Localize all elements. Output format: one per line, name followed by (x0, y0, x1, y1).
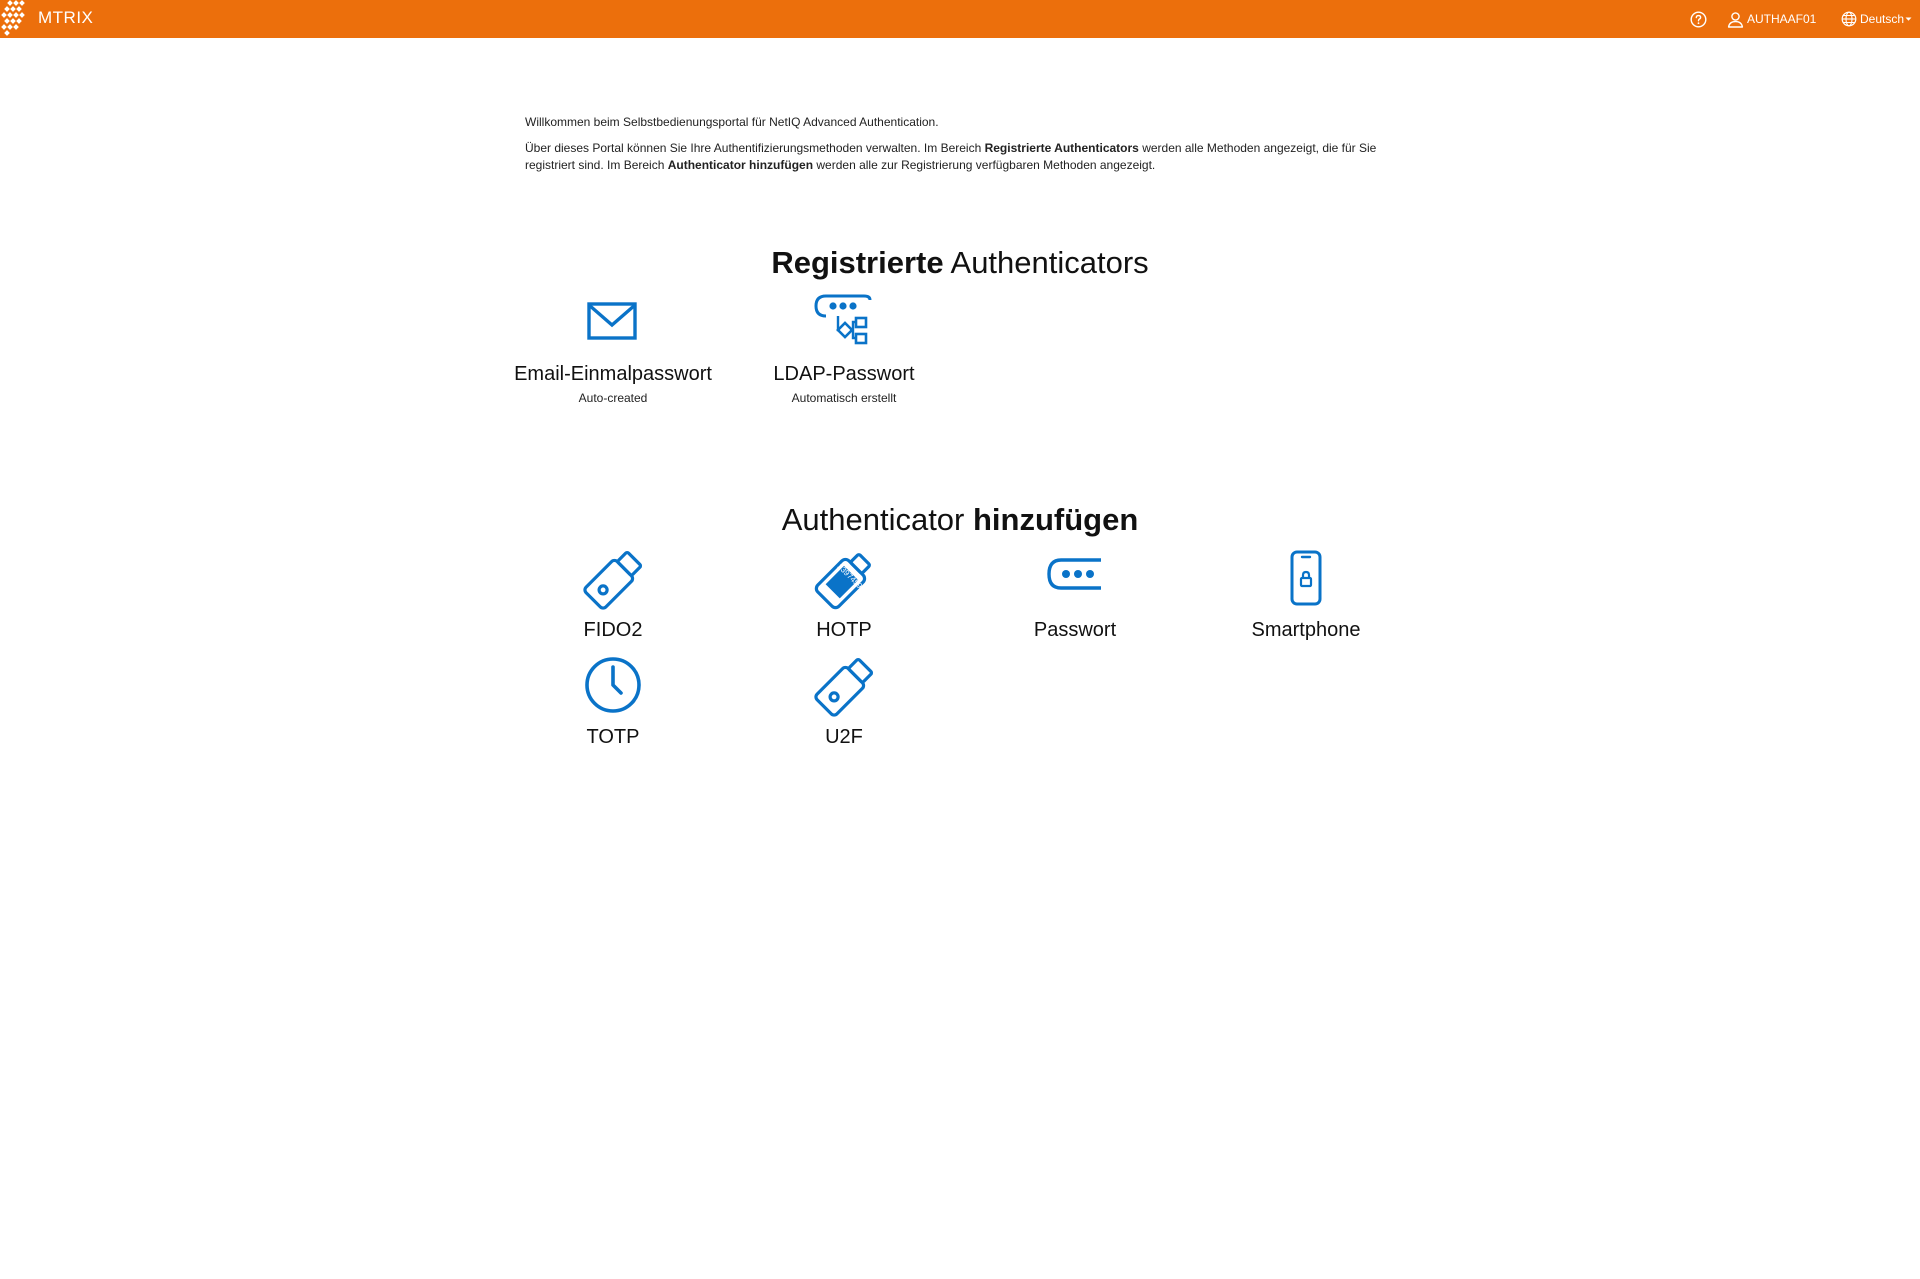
user-icon (1727, 11, 1744, 28)
usb-key-icon (812, 655, 876, 719)
ldap-password-icon (812, 292, 876, 356)
registered-ldap-password[interactable] (729, 292, 959, 405)
welcome-text: Willkommen beim Selbstbedienungsportal für NetIQ Advanced Authentication. (525, 115, 939, 129)
intro-description (525, 140, 1395, 174)
add-hotp[interactable] (729, 548, 959, 642)
intro-text (525, 114, 1395, 183)
registered-section-title (0, 245, 1920, 281)
intro-add-term: Authenticator hinzufügen (667, 158, 814, 172)
hotp-token-icon (812, 548, 876, 612)
usb-key-icon (581, 548, 645, 612)
smartphone-lock-icon (1274, 548, 1338, 612)
authenticator-name: Email-Einmalpasswort (514, 363, 712, 385)
globe-icon (1841, 11, 1857, 27)
intro-text-part: werden alle Methoden angezeigt, die für Sie registriert sind. Im Bereich (525, 141, 1377, 172)
authenticator-name: TOTP (586, 726, 640, 748)
user-name: AUTHAAF01 (1747, 12, 1817, 26)
add-title-rest: Authenticator (781, 502, 973, 537)
help-icon (1690, 11, 1707, 28)
add-title-bold: hinzufügen (973, 502, 1139, 537)
svg-text:2397459: 2397459 (835, 562, 864, 591)
authenticator-name: HOTP (816, 619, 872, 641)
intro-text-part: werden alle zur Registrierung verfügbaren Methoden angezeigt. (813, 158, 1156, 172)
add-smartphone[interactable] (1191, 548, 1421, 642)
authenticator-name: U2F (825, 726, 863, 748)
intro-registered-term: Registrierte Authenticators (984, 141, 1139, 155)
add-totp[interactable] (498, 655, 728, 749)
authenticator-status: Automatisch erstellt (791, 391, 897, 405)
password-dots-icon (1043, 548, 1107, 612)
add-password[interactable] (960, 548, 1190, 642)
language-selector[interactable] (1841, 0, 1912, 38)
language-label: Deutsch (1860, 12, 1905, 26)
caret-down-icon (1905, 16, 1912, 22)
authenticator-name: LDAP-Passwort (773, 363, 915, 385)
authenticator-name: Passwort (1033, 619, 1117, 641)
help-button[interactable] (1690, 0, 1707, 38)
registered-title-rest: Authenticators (943, 245, 1149, 280)
authenticator-name: FIDO2 (583, 619, 643, 641)
authenticator-name: Smartphone (1251, 619, 1361, 641)
add-u2f[interactable] (729, 655, 959, 749)
clock-icon (581, 655, 645, 719)
brand-logo-icon (0, 0, 28, 38)
envelope-icon (581, 292, 645, 356)
brand-name: MTRIX (38, 8, 94, 27)
add-section-title (0, 502, 1920, 538)
user-menu[interactable] (1727, 0, 1816, 38)
top-bar (0, 0, 1920, 38)
intro-text-part: Über dieses Portal können Sie Ihre Authentifizierungsmethoden verwalten. Im Bereich (525, 141, 985, 155)
registered-email-otp[interactable] (498, 292, 728, 405)
authenticator-status: Auto-created (578, 391, 648, 405)
registered-title-bold: Registrierte (771, 245, 944, 280)
add-fido2[interactable] (498, 548, 728, 642)
